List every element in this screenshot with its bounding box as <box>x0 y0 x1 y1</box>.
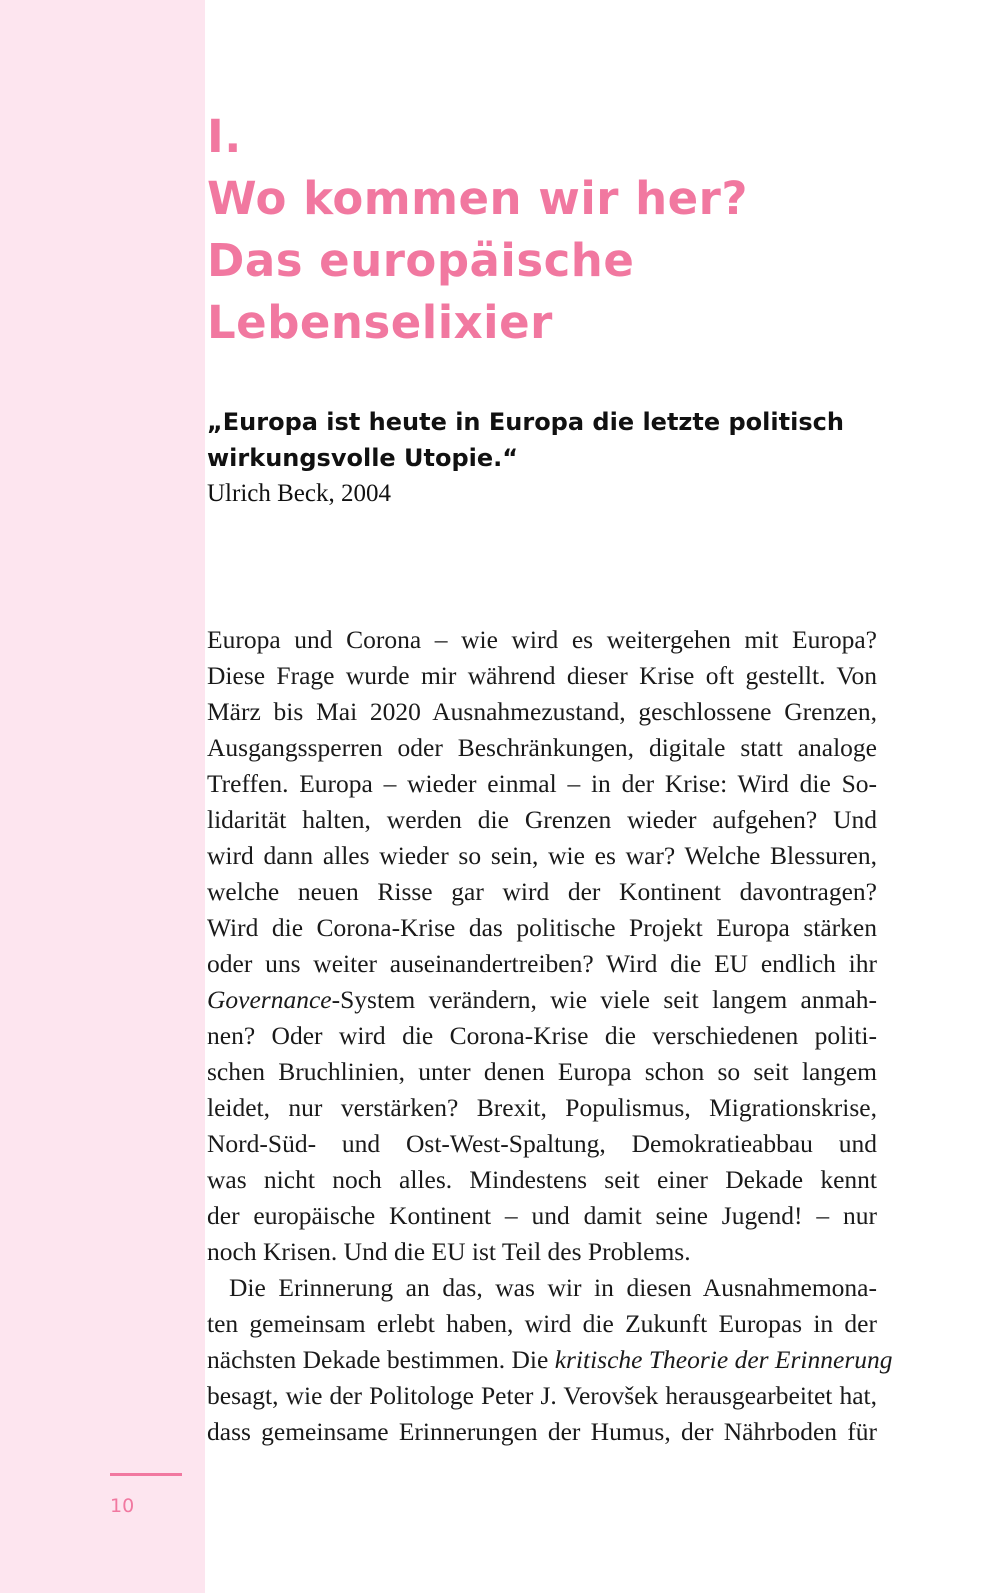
body-line: Die Erinnerung an das, was wir in diesen Ausnahmemona- <box>229 1273 877 1302</box>
body-line: welche neuen Risse gar wird der Kontinent davontragen? <box>207 877 877 906</box>
body-line <box>207 1342 893 1378</box>
body-line-italic: Governance <box>207 985 332 1014</box>
chapter-heading <box>207 106 907 354</box>
body-line: Ausgangssperren oder Beschränkungen, digitale statt analoge <box>207 733 877 762</box>
body-line: dass gemeinsame Erinnerungen der Humus, der Nährboden für <box>207 1417 877 1446</box>
body-line-pre: nächsten Dekade bestimmen. Die <box>207 1345 555 1374</box>
body-line: noch Krisen. Und die EU ist Teil des Problems. <box>207 1237 691 1266</box>
body-line: Europa und Corona – wie wird es weitergehen mit Europa? <box>207 625 877 654</box>
body-line: März bis Mai 2020 Ausnahmezustand, geschlossene Grenzen, <box>207 697 877 726</box>
body-line: Diese Frage wurde mir während dieser Krise oft gestellt. Von <box>207 661 877 690</box>
footer-rule <box>110 1473 182 1476</box>
body-text <box>207 622 893 1450</box>
body-line: leidet, nur verstärken? Brexit, Populismus, Migrationskrise, <box>207 1093 877 1122</box>
side-color-band <box>0 0 205 1593</box>
body-line <box>207 982 877 1018</box>
body-line: lidarität halten, werden die Grenzen wieder aufgehen? Und <box>207 805 877 834</box>
body-line: besagt, wie der Politologe Peter J. Verovšek herausgearbeitet hat, <box>207 1381 877 1410</box>
body-line: Wird die Corona-Krise das politische Projekt Europa stärken <box>207 913 877 942</box>
chapter-title-line-3: Lebenselixier <box>207 296 553 349</box>
chapter-title-line-1: Wo kommen wir her? <box>207 172 748 225</box>
epigraph-source: Ulrich Beck, 2004 <box>207 480 391 507</box>
body-line: wird dann alles wieder so sein, wie es war? Welche Blessuren, <box>207 841 877 870</box>
chapter-number: I. <box>207 110 242 163</box>
body-line: schen Bruchlinien, unter denen Europa schon so seit langem <box>207 1057 877 1086</box>
epigraph-quote <box>207 404 887 476</box>
chapter-title-line-2: Das europäische <box>207 234 635 287</box>
body-line: ten gemeinsam erlebt haben, wird die Zukunft Europas in der <box>207 1309 877 1338</box>
body-line-rest: -System verändern, wie viele seit langem anmah- <box>331 985 877 1014</box>
page-number: 10 <box>110 1495 135 1517</box>
body-line: Nord-Süd- und Ost-West-Spaltung, Demokratieabbau und <box>207 1129 877 1158</box>
body-line: was nicht noch alles. Mindestens seit einer Dekade kennt <box>207 1165 877 1194</box>
body-line-italic: kritische Theorie der Erinnerung <box>554 1345 893 1374</box>
epigraph-quote-line-1: „Europa ist heute in Europa die letzte politisch <box>207 408 844 436</box>
body-line: oder uns weiter auseinandertreiben? Wird die EU endlich ihr <box>207 949 877 978</box>
body-line: Treffen. Europa – wieder einmal – in der Krise: Wird die So- <box>207 769 877 798</box>
body-line: nen? Oder wird die Corona-Krise die verschiedenen politi- <box>207 1021 877 1050</box>
body-line: der europäische Kontinent – und damit seine Jugend! – nur <box>207 1201 877 1230</box>
epigraph <box>207 404 887 512</box>
epigraph-quote-line-2: wirkungsvolle Utopie.“ <box>207 444 519 472</box>
